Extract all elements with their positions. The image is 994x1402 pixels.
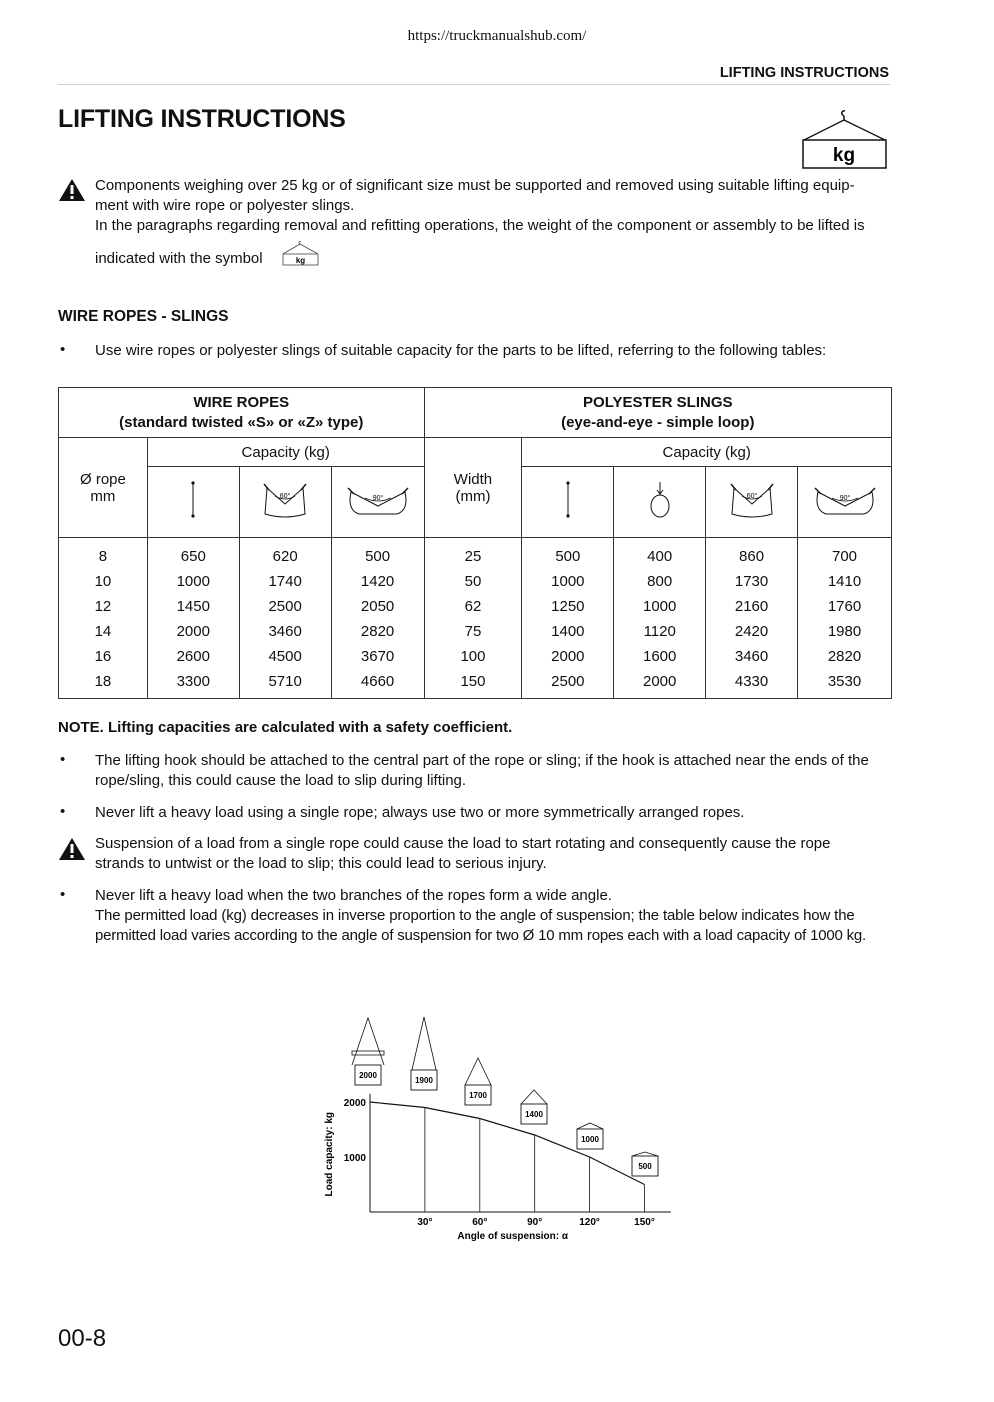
warning-2-line-2: strands to untwist or the load to slip; this could lead to serious injury. — [95, 855, 547, 872]
wire-ropes-subtitle: (standard twisted «S» or «Z» type) — [119, 413, 364, 431]
table-cell: 150 — [424, 669, 522, 699]
table-cell: 1250 — [522, 594, 614, 619]
table-cell: 4330 — [706, 669, 798, 699]
section-title: WIRE ROPES - SLINGS — [58, 308, 229, 325]
poly-angle-60-label: 60° — [746, 493, 757, 500]
rope-triangle — [412, 1017, 436, 1070]
table-cell: 3300 — [147, 669, 239, 699]
poly-90-cell — [798, 467, 892, 538]
table-row — [59, 669, 892, 699]
table-cell: 100 — [424, 644, 522, 669]
table-cell: 1000 — [614, 594, 706, 619]
bullet-single-rope: Never lift a heavy load using a single rope; always use two or more symmetrically arranged ropes. — [95, 804, 745, 821]
x-axis-label: Angle of suspension: α — [457, 1231, 569, 1242]
table-cell: 2000 — [522, 644, 614, 669]
rope-triangle — [632, 1152, 658, 1156]
load-box-label: 1400 — [525, 1110, 543, 1119]
bullet-glyph-hook: • — [60, 751, 66, 768]
rope-triangle — [577, 1123, 603, 1129]
table-cell: 1000 — [522, 569, 614, 594]
bullet-angle-line-2: The permitted load (kg) decreases in inverse proportion to the angle of suspension; the table below indicates how the — [95, 907, 855, 924]
width-header — [424, 438, 522, 538]
poly-loop-cell — [614, 467, 706, 538]
table-cell: 25 — [424, 538, 522, 570]
width-label-2: (mm) — [455, 487, 491, 505]
load-box-label: 1900 — [415, 1076, 433, 1085]
table-cell: 860 — [706, 538, 798, 570]
width-label-1: Width — [453, 470, 493, 488]
wire-90-cell — [331, 467, 424, 538]
table-cell: 12 — [59, 594, 148, 619]
table-row — [59, 619, 892, 644]
table-cell: 1600 — [614, 644, 706, 669]
page-title: LIFTING INSTRUCTIONS — [58, 105, 346, 133]
small-kg-symbol-icon — [281, 240, 321, 267]
load-box — [352, 1018, 384, 1085]
table-cell: 1980 — [798, 619, 892, 644]
bullet-hook-line-1: The lifting hook should be attached to the central part of the rope or sling; if the hook is attached near the ends of the — [95, 752, 869, 769]
poly-single-vertical-cell — [522, 467, 614, 538]
rope-label-1: Ø rope — [80, 470, 126, 488]
load-box-label: 500 — [638, 1162, 652, 1171]
table-cell: 1730 — [706, 569, 798, 594]
table-cell: 2820 — [331, 619, 424, 644]
poly-capacity-header: Capacity (kg) — [522, 438, 892, 467]
table-cell: 500 — [331, 538, 424, 570]
bullet-glyph: • — [60, 341, 66, 358]
polyester-slings-subtitle: (eye-and-eye - simple loop) — [561, 413, 755, 431]
table-cell: 2500 — [522, 669, 614, 699]
table-cell: 1760 — [798, 594, 892, 619]
wire-ropes-title: WIRE ROPES — [193, 393, 290, 411]
x-tick-label: 90° — [527, 1217, 543, 1228]
kg-lifting-symbol-icon — [800, 108, 892, 172]
load-box-label: 2000 — [359, 1071, 377, 1080]
table-cell: 2820 — [798, 644, 892, 669]
y-axis-label: Load capacity: kg — [324, 1112, 335, 1197]
load-box — [465, 1058, 491, 1105]
load-box — [632, 1152, 658, 1176]
capacity-table-body — [59, 538, 892, 699]
wire-single-vertical-cell — [147, 467, 239, 538]
warning-2-line-1: Suspension of a load from a single rope could cause the load to start rotating and consequently cause the rope — [95, 835, 831, 852]
table-cell: 700 — [798, 538, 892, 570]
small-kg-label: kg — [295, 256, 306, 265]
running-header: LIFTING INSTRUCTIONS — [719, 65, 889, 81]
x-tick-label: 30° — [417, 1217, 433, 1228]
table-cell: 4660 — [331, 669, 424, 699]
table-row — [59, 594, 892, 619]
single-sling-icon — [558, 480, 578, 520]
safety-note: NOTE. Lifting capacities are calculated with a safety coefficient. — [58, 719, 513, 736]
intro-line-2: ment with wire rope or polyester slings. — [95, 197, 355, 214]
page-number: 00-8 — [58, 1325, 107, 1352]
load-box — [411, 1017, 437, 1090]
table-cell: 1000 — [147, 569, 239, 594]
table-cell: 5710 — [239, 669, 331, 699]
table-cell: 3460 — [239, 619, 331, 644]
table-cell: 400 — [614, 538, 706, 570]
x-tick-label: 150° — [634, 1217, 655, 1228]
rope-triangle — [352, 1018, 384, 1065]
sling-90-degree-icon — [345, 478, 411, 522]
bullet-hook-line-2: rope/sling, this could cause the load to slip during lifting. — [95, 772, 467, 789]
poly-60-cell — [706, 467, 798, 538]
intro-line-1: Components weighing over 25 kg or of significant size must be supported and removed using suitable lifting equip- — [95, 177, 855, 194]
rope-diameter-header — [59, 438, 148, 538]
y-tick-label: 1000 — [343, 1153, 366, 1164]
table-cell: 50 — [424, 569, 522, 594]
polyester-slings-title: POLYESTER SLINGS — [583, 393, 733, 411]
wire-60-cell — [239, 467, 331, 538]
bullet-angle-line-3: permitted load varies according to the angle of suspension for two Ø 10 mm ropes each with a load capacity of 1000 kg. — [95, 927, 867, 944]
poly-sling-90-degree-icon — [812, 478, 878, 522]
simple-loop-sling-icon — [645, 478, 675, 522]
capacity-table — [58, 387, 892, 699]
table-cell: 2050 — [331, 594, 424, 619]
table-row — [59, 538, 892, 570]
single-rope-icon — [183, 480, 203, 520]
table-cell: 16 — [59, 644, 148, 669]
table-cell: 62 — [424, 594, 522, 619]
table-cell: 1120 — [614, 619, 706, 644]
table-cell: 1450 — [147, 594, 239, 619]
bullet-angle-line-1: Never lift a heavy load when the two branches of the ropes form a wide angle. — [95, 887, 612, 904]
y-tick-label: 2000 — [343, 1098, 366, 1109]
angle-90-label: 90° — [372, 495, 383, 502]
wire-ropes-header — [59, 388, 425, 438]
load-capacity-chart — [310, 1005, 690, 1250]
table-cell: 2500 — [239, 594, 331, 619]
intro-line-3: In the paragraphs regarding removal and refitting operations, the weight of the component or assembly to be lifted is — [95, 217, 865, 234]
load-box — [521, 1090, 547, 1124]
table-cell: 1420 — [331, 569, 424, 594]
load-box-label: 1700 — [469, 1091, 487, 1100]
source-url: https://truckmanualshub.com/ — [407, 28, 587, 44]
table-cell: 4500 — [239, 644, 331, 669]
table-cell: 10 — [59, 569, 148, 594]
header-divider — [58, 84, 890, 85]
rope-label-2: mm — [90, 487, 116, 505]
table-cell: 500 — [522, 538, 614, 570]
table-cell: 1740 — [239, 569, 331, 594]
bullet-glyph-angle: • — [60, 886, 66, 903]
x-tick-label: 120° — [579, 1217, 600, 1228]
load-box-label: 1000 — [581, 1135, 599, 1144]
table-row — [59, 644, 892, 669]
poly-angle-90-label: 90° — [839, 495, 850, 502]
table-cell: 3460 — [706, 644, 798, 669]
intro-line-4: indicated with the symbol — [95, 250, 263, 267]
warning-triangle-icon-2 — [58, 836, 86, 862]
sling-60-degree-icon — [260, 478, 310, 522]
table-cell: 14 — [59, 619, 148, 644]
rope-triangle — [521, 1090, 547, 1104]
table-cell: 3530 — [798, 669, 892, 699]
table-cell: 1400 — [522, 619, 614, 644]
warning-triangle-icon — [58, 177, 86, 203]
table-cell: 1410 — [798, 569, 892, 594]
poly-sling-60-degree-icon — [727, 478, 777, 522]
table-cell: 2160 — [706, 594, 798, 619]
table-cell: 650 — [147, 538, 239, 570]
load-box — [577, 1123, 603, 1149]
table-cell: 3670 — [331, 644, 424, 669]
bullet-tables-text: Use wire ropes or polyester slings of suitable capacity for the parts to be lifted, referring to the following tables: — [95, 342, 827, 359]
table-cell: 2600 — [147, 644, 239, 669]
table-cell: 620 — [239, 538, 331, 570]
table-cell: 18 — [59, 669, 148, 699]
rope-triangle — [465, 1058, 491, 1085]
table-cell: 2000 — [614, 669, 706, 699]
table-row — [59, 569, 892, 594]
table-cell: 75 — [424, 619, 522, 644]
table-cell: 2420 — [706, 619, 798, 644]
angle-60-label: 60° — [279, 493, 291, 500]
polyester-slings-header — [424, 388, 891, 438]
wire-capacity-header: Capacity (kg) — [147, 438, 424, 467]
table-cell: 8 — [59, 538, 148, 570]
table-cell: 2000 — [147, 619, 239, 644]
table-cell: 800 — [614, 569, 706, 594]
x-tick-label: 60° — [472, 1217, 488, 1228]
bullet-glyph-single: • — [60, 803, 66, 820]
kg-symbol-label: kg — [832, 145, 856, 166]
